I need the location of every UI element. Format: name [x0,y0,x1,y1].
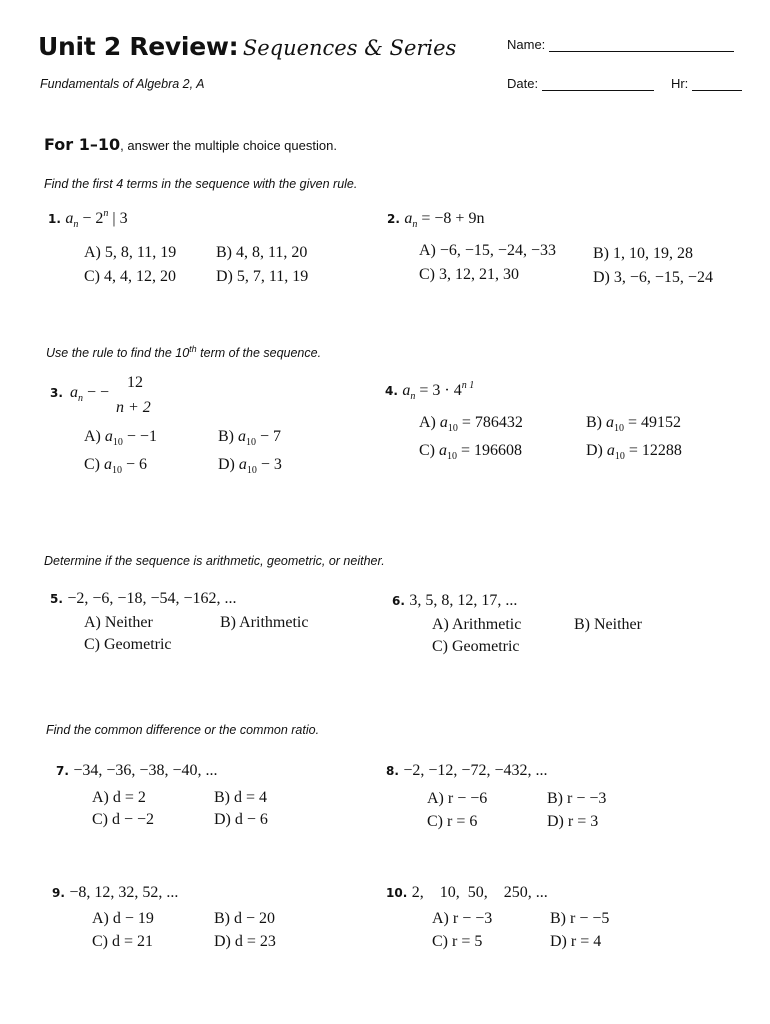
choice-b[interactable]: B) Neither [574,616,642,633]
question-6 [392,592,517,610]
choice-a[interactable]: A) Neither [84,614,153,631]
hr-label: Hr: [670,76,689,91]
choice-c[interactable]: C) r = 5 [432,933,483,950]
question-number: 8. [386,764,399,778]
choice-a[interactable]: A) d − 19 [92,910,154,927]
question-number: 6. [392,594,405,608]
question-sequence: 3, 5, 8, 12, 17, ... [409,592,518,609]
choice-d[interactable]: D) $a_{10} = 12288$ [586,442,682,462]
choice-b[interactable]: B) Arithmetic [220,614,309,631]
fraction-numerator: 12 [127,374,143,391]
choice-c[interactable]: C) d − −2 [92,811,155,828]
question-9 [52,884,178,902]
choice-a[interactable]: A) $a_{10} - -1$ [84,428,157,448]
date-field-row [507,76,742,91]
section-instruction-2: Use the rule to find the 10th term of the sequence. [46,344,322,360]
choice-c[interactable]: C) r = 6 [427,813,478,830]
question-7 [56,762,217,780]
choice-b[interactable]: B) $a_{10} - 7$ [218,428,282,448]
question-rule: $a_n = -8 + 9n$ [404,210,485,230]
choice-c[interactable]: C) d = 21 [92,933,154,950]
question-sequence: 2, 10, 50, 250, ... [411,884,548,901]
directions-range: For 1–10 [44,135,121,154]
question-rule: $a_n = 3 \cdot 4^{n 1}$ [402,380,475,402]
hr-field[interactable] [692,78,742,91]
choice-d[interactable]: D) r = 4 [550,933,602,950]
choice-c[interactable]: C) Geometric [84,636,172,653]
choice-d[interactable]: D) 3, −6, −15, −24 [593,269,713,286]
title-colon: : [228,32,239,61]
choice-d[interactable]: D) r = 3 [547,813,599,830]
section-instruction-3: Determine if the sequence is arithmetic, geometric, or neither. [44,554,385,568]
question-number: 1. [48,212,61,226]
question-rule: $a_n$ − − [70,384,110,404]
choice-b[interactable]: B) r − −5 [550,910,610,927]
date-field[interactable] [542,78,654,91]
title-bold-part: Unit 2 Review [38,32,229,61]
question-number: 5. [50,592,63,606]
choice-a[interactable]: A) d = 2 [92,789,146,806]
choice-a[interactable]: A) r − −3 [432,910,493,927]
question-sequence: −8, 12, 32, 52, ... [69,884,179,901]
choice-a[interactable]: A) $a_{10} = 786432$ [419,414,523,434]
choice-b[interactable]: B) r − −3 [547,790,607,807]
question-sequence: −2, −6, −18, −54, −162, ... [67,590,237,607]
choice-b[interactable]: B) 1, 10, 19, 28 [593,245,693,262]
choice-d[interactable]: D) $a_{10} - 3$ [218,456,282,476]
name-label: Name: [507,37,546,52]
question-number: 7. [56,764,69,778]
fraction-denominator: n + 2 [116,399,151,416]
question-number: 10. [386,886,408,900]
choice-c[interactable]: C) Geometric [432,638,520,655]
title-script-part: Sequences & Series [242,36,457,60]
question-5 [50,590,237,608]
question-1 [48,210,128,228]
directions [44,135,337,155]
choice-d[interactable]: D) d − 6 [214,811,268,828]
choice-b[interactable]: B) d − 20 [214,910,276,927]
choice-c[interactable]: C) 3, 12, 21, 30 [419,266,519,283]
choice-d[interactable]: D) 5, 7, 11, 19 [216,268,309,285]
choice-b[interactable]: B) 4, 8, 11, 20 [216,244,308,261]
choice-d[interactable]: D) d = 23 [214,933,276,950]
question-2 [387,210,484,228]
question-rule: $a_n - 2^n$ | 3 [65,208,128,230]
choice-b[interactable]: B) $a_{10} = 49152$ [586,414,682,434]
name-field[interactable] [549,39,734,52]
question-4 [385,382,474,400]
choice-b[interactable]: B) d = 4 [214,789,268,806]
section-instruction-4: Find the common difference or the common ratio. [46,723,320,737]
choice-c[interactable]: C) 4, 4, 12, 20 [84,268,176,285]
question-sequence: −2, −12, −72, −432, ... [403,762,548,779]
choice-c[interactable]: C) $a_{10} = 196608$ [419,442,523,462]
choice-a[interactable]: A) Arithmetic [432,616,522,633]
choice-c[interactable]: C) $a_{10} - 6$ [84,456,148,476]
question-8 [386,762,547,780]
question-number: 9. [52,886,65,900]
directions-text: , answer the multiple choice question. [120,138,337,153]
question-number: 2. [387,212,400,226]
question-sequence: −34, −36, −38, −40, ... [73,762,218,779]
choice-a[interactable]: A) 5, 8, 11, 19 [84,244,177,261]
section-instruction-1: Find the first 4 terms in the sequence with the given rule. [44,177,358,191]
question-10 [386,884,548,902]
question-number: 3. [50,386,63,400]
date-label: Date: [507,76,539,91]
course-subtitle: Fundamentals of Algebra 2, A [40,77,205,91]
choice-a[interactable]: A) r − −6 [427,790,488,807]
name-field-row [507,37,734,52]
worksheet-title [38,32,456,61]
choice-a[interactable]: A) −6, −15, −24, −33 [419,242,556,259]
question-number: 4. [385,384,398,398]
